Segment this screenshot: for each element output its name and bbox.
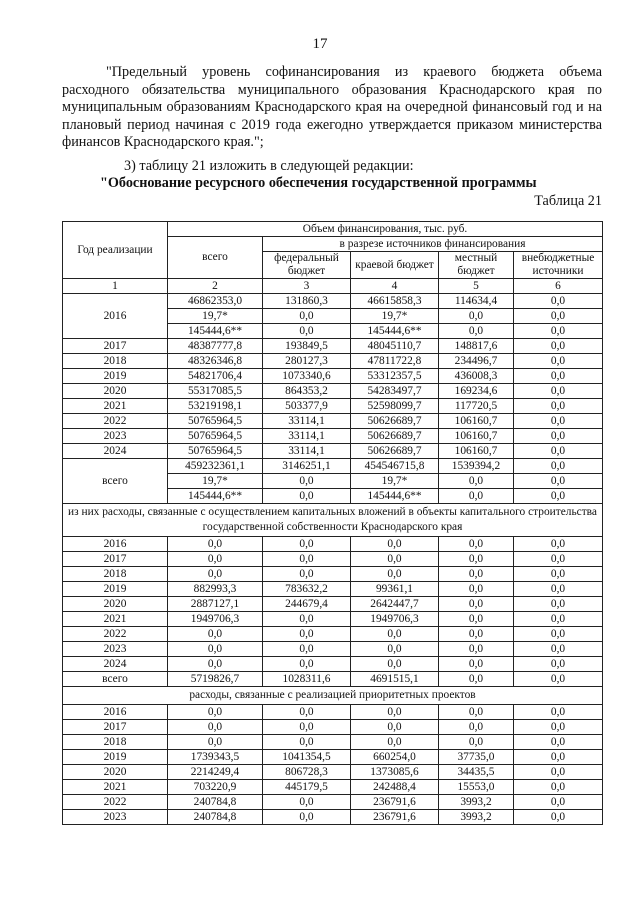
extra-cell: 0,0: [514, 597, 603, 612]
year-cell: 2019: [63, 582, 168, 597]
total-cell: 0,0: [168, 642, 263, 657]
total-cell: 0,0: [168, 705, 263, 720]
total-cell: 50765964,5: [168, 429, 263, 444]
federal-cell: 0,0: [263, 642, 351, 657]
regional-cell: 145444,6**: [351, 489, 439, 504]
column-number: 4: [351, 279, 439, 294]
table-row: [63, 597, 603, 612]
year-cell: 2016: [63, 537, 168, 552]
local-cell: 234496,7: [439, 354, 514, 369]
table-row: [63, 444, 603, 459]
extra-cell: 0,0: [514, 705, 603, 720]
regional-cell: 19,7*: [351, 474, 439, 489]
extra-cell: 0,0: [514, 765, 603, 780]
regional-cell: 54283497,7: [351, 384, 439, 399]
table-row: [63, 657, 603, 672]
table-label: Таблица 21: [534, 193, 602, 209]
local-cell: 0,0: [439, 324, 514, 339]
extra-cell: 0,0: [514, 567, 603, 582]
extra-cell: 0,0: [514, 672, 603, 687]
federal-cell: 244679,4: [263, 597, 351, 612]
local-cell: 436008,3: [439, 369, 514, 384]
federal-cell: 0,0: [263, 324, 351, 339]
regional-cell: 0,0: [351, 705, 439, 720]
year-cell: 2017: [63, 339, 168, 354]
table-row: [63, 780, 603, 795]
total-cell: 703220,9: [168, 780, 263, 795]
table-row: [63, 672, 603, 687]
year-cell: 2024: [63, 444, 168, 459]
extra-cell: 0,0: [514, 429, 603, 444]
table-row: [63, 552, 603, 567]
table-row: [63, 384, 603, 399]
item-line: 3) таблицу 21 изложить в следующей редакции:: [124, 158, 414, 174]
table-heading: "Обоснование ресурсного обеспечения государственной программы: [100, 175, 537, 191]
federal-cell: 0,0: [263, 657, 351, 672]
regional-cell: 1373085,6: [351, 765, 439, 780]
local-cell: 169234,6: [439, 384, 514, 399]
table-row: [63, 567, 603, 582]
regional-cell: 47811722,8: [351, 354, 439, 369]
federal-cell: 0,0: [263, 552, 351, 567]
federal-cell: 0,0: [263, 567, 351, 582]
total-cell: 145444,6**: [168, 489, 263, 504]
local-cell: 0,0: [439, 612, 514, 627]
federal-cell: 33114,1: [263, 444, 351, 459]
year-cell: всего: [63, 672, 168, 687]
local-cell: 0,0: [439, 627, 514, 642]
local-cell: 106160,7: [439, 444, 514, 459]
regional-cell: 0,0: [351, 567, 439, 582]
table-row: [63, 795, 603, 810]
total-cell: 54821706,4: [168, 369, 263, 384]
year-cell: 2022: [63, 627, 168, 642]
regional-cell: 46615858,3: [351, 294, 439, 309]
regional-cell: 53312357,5: [351, 369, 439, 384]
total-cell: 1949706,3: [168, 612, 263, 627]
federal-cell: 33114,1: [263, 414, 351, 429]
federal-cell: 864353,2: [263, 384, 351, 399]
table-row: [63, 294, 603, 309]
federal-cell: 783632,2: [263, 582, 351, 597]
federal-cell: 131860,3: [263, 294, 351, 309]
intro-paragraph: "Предельный уровень софинансирования из краевого бюджета объема расходного обязательства муниципального образования Краснодарского края по муниципальным образованиям Краснодарского края на очередной финансовый год и на плановый период начиная с 2019 года ежегодно утверждается приказом министерства финансов Краснодарского края.";: [62, 64, 602, 151]
local-cell: 3993,2: [439, 810, 514, 825]
local-cell: 0,0: [439, 705, 514, 720]
year-cell: 2023: [63, 810, 168, 825]
year-cell: 2022: [63, 414, 168, 429]
local-cell: 0,0: [439, 720, 514, 735]
extra-cell: 0,0: [514, 627, 603, 642]
table-row: [63, 369, 603, 384]
total-cell: 0,0: [168, 657, 263, 672]
extra-cell: 0,0: [514, 735, 603, 750]
year-cell: 2018: [63, 354, 168, 369]
local-cell: 0,0: [439, 489, 514, 504]
federal-cell: 0,0: [263, 795, 351, 810]
extra-cell: 0,0: [514, 369, 603, 384]
local-cell: 0,0: [439, 537, 514, 552]
year-cell: 2017: [63, 552, 168, 567]
table-row: [63, 399, 603, 414]
local-cell: 148817,6: [439, 339, 514, 354]
regional-cell: 50626689,7: [351, 429, 439, 444]
federal-cell: 0,0: [263, 720, 351, 735]
section-title-capital: из них расходы, связанные с осуществлением капитальных вложений в объекты капитального строительства государственной собственности Краснодарского края: [63, 504, 603, 537]
section-title-row: [63, 504, 603, 537]
federal-cell: 193849,5: [263, 339, 351, 354]
local-cell: 0,0: [439, 552, 514, 567]
financing-table: [62, 221, 603, 825]
section-title-priority: расходы, связанные с реализацией приоритетных проектов: [63, 687, 603, 705]
local-cell: 0,0: [439, 657, 514, 672]
regional-cell: 19,7*: [351, 309, 439, 324]
year-cell: 2021: [63, 780, 168, 795]
extra-cell: 0,0: [514, 444, 603, 459]
year-cell: 2022: [63, 795, 168, 810]
column-number-row: [63, 279, 603, 294]
federal-cell: 0,0: [263, 537, 351, 552]
extra-cell: 0,0: [514, 414, 603, 429]
extra-cell: 0,0: [514, 720, 603, 735]
total-cell: 50765964,5: [168, 444, 263, 459]
regional-cell: 0,0: [351, 720, 439, 735]
regional-cell: 99361,1: [351, 582, 439, 597]
local-cell: 3993,2: [439, 795, 514, 810]
year-cell: 2018: [63, 567, 168, 582]
table-row: [63, 612, 603, 627]
year-cell: 2018: [63, 735, 168, 750]
total-cell: 0,0: [168, 735, 263, 750]
federal-cell: 0,0: [263, 735, 351, 750]
local-cell: 0,0: [439, 309, 514, 324]
extra-cell: 0,0: [514, 612, 603, 627]
table-row: [63, 735, 603, 750]
year-cell: 2020: [63, 597, 168, 612]
local-cell: 0,0: [439, 642, 514, 657]
local-cell: 34435,5: [439, 765, 514, 780]
federal-cell: 503377,9: [263, 399, 351, 414]
header-volume: Объем финансирования, тыс. руб.: [168, 222, 603, 237]
year-cell: 2020: [63, 765, 168, 780]
header-regional: краевой бюджет: [351, 252, 439, 279]
section-title-row: [63, 687, 603, 705]
regional-cell: 0,0: [351, 642, 439, 657]
local-cell: 0,0: [439, 582, 514, 597]
year-cell: 2016: [63, 705, 168, 720]
local-cell: 0,0: [439, 567, 514, 582]
total-cell: 5719826,7: [168, 672, 263, 687]
total-cell: 0,0: [168, 537, 263, 552]
federal-cell: 0,0: [263, 705, 351, 720]
local-cell: 117720,5: [439, 399, 514, 414]
total-cell: 48326346,8: [168, 354, 263, 369]
local-cell: 106160,7: [439, 429, 514, 444]
extra-cell: 0,0: [514, 810, 603, 825]
total-cell: 0,0: [168, 720, 263, 735]
table-row: [63, 765, 603, 780]
table-row: [63, 354, 603, 369]
federal-cell: 0,0: [263, 309, 351, 324]
extra-cell: 0,0: [514, 552, 603, 567]
local-cell: 0,0: [439, 735, 514, 750]
regional-cell: 454546715,8: [351, 459, 439, 474]
total-cell: 19,7*: [168, 474, 263, 489]
local-cell: 0,0: [439, 474, 514, 489]
total-cell: 882993,3: [168, 582, 263, 597]
table-row: [63, 429, 603, 444]
federal-cell: 806728,3: [263, 765, 351, 780]
regional-cell: 4691515,1: [351, 672, 439, 687]
extra-cell: 0,0: [514, 399, 603, 414]
extra-cell: 0,0: [514, 489, 603, 504]
federal-cell: 445179,5: [263, 780, 351, 795]
year-cell: 2024: [63, 657, 168, 672]
table-row: [63, 582, 603, 597]
federal-cell: 0,0: [263, 627, 351, 642]
federal-cell: 33114,1: [263, 429, 351, 444]
total-cell: 2887127,1: [168, 597, 263, 612]
header-local: местный бюджет: [439, 252, 514, 279]
year-cell: 2017: [63, 720, 168, 735]
federal-cell: 280127,3: [263, 354, 351, 369]
total-cell: 48387777,8: [168, 339, 263, 354]
table-row: [63, 720, 603, 735]
year-cell: 2016: [63, 294, 168, 339]
year-cell: 2023: [63, 429, 168, 444]
table-row: [63, 459, 603, 474]
regional-cell: 1949706,3: [351, 612, 439, 627]
extra-cell: 0,0: [514, 354, 603, 369]
extra-cell: 0,0: [514, 309, 603, 324]
regional-cell: 0,0: [351, 657, 439, 672]
federal-cell: 1028311,6: [263, 672, 351, 687]
total-cell: 53219198,1: [168, 399, 263, 414]
regional-cell: 0,0: [351, 537, 439, 552]
local-cell: 37735,0: [439, 750, 514, 765]
table-row: [63, 627, 603, 642]
regional-cell: 52598099,7: [351, 399, 439, 414]
year-cell: 2019: [63, 369, 168, 384]
year-cell: 2023: [63, 642, 168, 657]
column-number: 5: [439, 279, 514, 294]
extra-cell: 0,0: [514, 339, 603, 354]
regional-cell: 236791,6: [351, 795, 439, 810]
header-by-source: в разрезе источников финансирования: [263, 237, 603, 252]
total-cell: 55317085,5: [168, 384, 263, 399]
column-number: 3: [263, 279, 351, 294]
regional-cell: 2642447,7: [351, 597, 439, 612]
table-row: [63, 642, 603, 657]
year-cell: 2021: [63, 399, 168, 414]
table-row: [63, 750, 603, 765]
local-cell: 0,0: [439, 672, 514, 687]
federal-cell: 0,0: [263, 474, 351, 489]
local-cell: 15553,0: [439, 780, 514, 795]
federal-cell: 0,0: [263, 810, 351, 825]
extra-cell: 0,0: [514, 780, 603, 795]
column-number: 6: [514, 279, 603, 294]
total-cell: 240784,8: [168, 795, 263, 810]
table-row: [63, 339, 603, 354]
header-extra: внебюджетные источники: [514, 252, 603, 279]
total-cell: 0,0: [168, 552, 263, 567]
total-cell: 459232361,1: [168, 459, 263, 474]
total-cell: 0,0: [168, 627, 263, 642]
local-cell: 1539394,2: [439, 459, 514, 474]
extra-cell: 0,0: [514, 384, 603, 399]
total-cell: 145444,6**: [168, 324, 263, 339]
regional-cell: 145444,6**: [351, 324, 439, 339]
regional-cell: 242488,4: [351, 780, 439, 795]
federal-cell: 0,0: [263, 612, 351, 627]
regional-cell: 50626689,7: [351, 414, 439, 429]
year-cell: 2020: [63, 384, 168, 399]
table-row: [63, 705, 603, 720]
header-year: Год реализации: [63, 222, 168, 279]
year-cell: 2021: [63, 612, 168, 627]
extra-cell: 0,0: [514, 795, 603, 810]
extra-cell: 0,0: [514, 459, 603, 474]
local-cell: 106160,7: [439, 414, 514, 429]
regional-cell: 0,0: [351, 735, 439, 750]
extra-cell: 0,0: [514, 537, 603, 552]
total-cell: 240784,8: [168, 810, 263, 825]
federal-cell: 0,0: [263, 489, 351, 504]
regional-cell: 0,0: [351, 627, 439, 642]
regional-cell: 236791,6: [351, 810, 439, 825]
total-cell: 0,0: [168, 567, 263, 582]
header-row: [63, 222, 603, 237]
total-cell: 1739343,5: [168, 750, 263, 765]
extra-cell: 0,0: [514, 750, 603, 765]
header-total: всего: [168, 237, 263, 279]
extra-cell: 0,0: [514, 324, 603, 339]
header-federal: федеральный бюджет: [263, 252, 351, 279]
federal-cell: 1073340,6: [263, 369, 351, 384]
year-cell: всего: [63, 459, 168, 504]
regional-cell: 660254,0: [351, 750, 439, 765]
total-cell: 46862353,0: [168, 294, 263, 309]
column-number: 2: [168, 279, 263, 294]
total-cell: 19,7*: [168, 309, 263, 324]
total-cell: 50765964,5: [168, 414, 263, 429]
column-number: 1: [63, 279, 168, 294]
year-cell: 2019: [63, 750, 168, 765]
local-cell: 0,0: [439, 597, 514, 612]
table-row: [63, 537, 603, 552]
local-cell: 114634,4: [439, 294, 514, 309]
total-cell: 2214249,4: [168, 765, 263, 780]
federal-cell: 3146251,1: [263, 459, 351, 474]
extra-cell: 0,0: [514, 642, 603, 657]
table-row: [63, 810, 603, 825]
extra-cell: 0,0: [514, 657, 603, 672]
regional-cell: 0,0: [351, 552, 439, 567]
regional-cell: 50626689,7: [351, 444, 439, 459]
regional-cell: 48045110,7: [351, 339, 439, 354]
page-number: 17: [312, 36, 328, 52]
extra-cell: 0,0: [514, 582, 603, 597]
federal-cell: 1041354,5: [263, 750, 351, 765]
table-row: [63, 414, 603, 429]
extra-cell: 0,0: [514, 474, 603, 489]
extra-cell: 0,0: [514, 294, 603, 309]
